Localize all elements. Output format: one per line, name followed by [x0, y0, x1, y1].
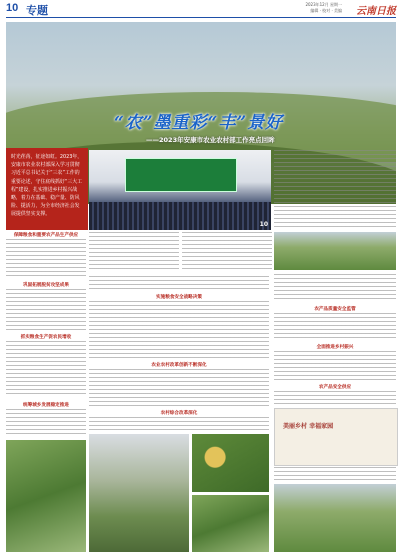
article-text-block	[6, 239, 86, 279]
article-text-block	[6, 341, 86, 397]
article-text-block	[274, 150, 396, 230]
poster-text: 美丽乡村 幸福家园	[283, 423, 334, 430]
subhead-10: 农产品安全供应	[318, 385, 352, 390]
farm-photo	[6, 440, 86, 552]
village-photo	[89, 434, 189, 552]
article-text-block	[6, 409, 86, 437]
article-text-block	[89, 232, 179, 272]
poster-photo	[274, 408, 398, 466]
subhead-3: 抓实粮食生产促农民增收	[20, 335, 72, 340]
subhead-9: 全面推进乡村振兴	[316, 345, 354, 350]
subhead-1: 保障粮食和重要农产品生产供应	[13, 233, 79, 238]
article-text-block	[89, 417, 269, 431]
landscape-photo	[274, 232, 396, 270]
header-meta	[262, 2, 342, 14]
terrace-photo	[274, 484, 396, 552]
subhead-4: 统筹城乡发展稳定推进	[23, 403, 69, 408]
crop-photo	[192, 434, 269, 492]
article-text-block	[274, 391, 396, 405]
harvest-photo	[192, 495, 269, 552]
lead-paragraph-box: 时光荏苒，征途如虹。2023年，安康市农业农村部深入学习贯彻习近平总书记关于“三农”工作的重要论述，守住底线抓好“三大工程”建设，扎实推进乡村振兴战略，着力在基础、稳产量、防风险、提活力，为全市经济社会发展提供坚实支撑。	[6, 148, 88, 230]
article-text-block	[274, 313, 396, 341]
subhead-7: 农村综合改革深化	[160, 411, 198, 416]
header-rule	[6, 17, 396, 18]
article-text-block	[6, 289, 86, 331]
stage-screen	[125, 158, 237, 192]
article-text-block	[274, 351, 396, 381]
section-title: 专题	[26, 4, 48, 17]
article-text-block	[89, 301, 269, 359]
page-number: 10	[6, 2, 19, 14]
article-text-block	[182, 232, 272, 272]
sub-headline: ——2023年安康市农业农村部工作亮点回眸	[146, 136, 275, 144]
subhead-6: 农业农村改革创新不断深化	[151, 363, 207, 368]
article-text-block	[89, 276, 269, 290]
article-text-block	[274, 467, 396, 481]
header-editors: 编辑 · 校对 · 美编	[310, 8, 342, 13]
page-header	[0, 0, 402, 22]
subhead-8: 农产品质量安全监管	[314, 307, 356, 312]
subhead-5: 实施粮食安全战略决策	[156, 295, 202, 300]
headline: “农”墨重彩“丰”景好	[114, 113, 284, 133]
conference-photo	[89, 150, 271, 230]
article-text-block	[89, 369, 269, 407]
audience-seats	[89, 202, 271, 230]
subhead-2: 巩固拓展脱贫攻坚成果	[23, 283, 69, 288]
photo-badge: 10	[259, 221, 268, 228]
article-text-block	[274, 274, 396, 302]
header-date: 2023年12月 星期一	[305, 2, 342, 7]
newspaper-brand: 云南日报	[356, 6, 396, 17]
